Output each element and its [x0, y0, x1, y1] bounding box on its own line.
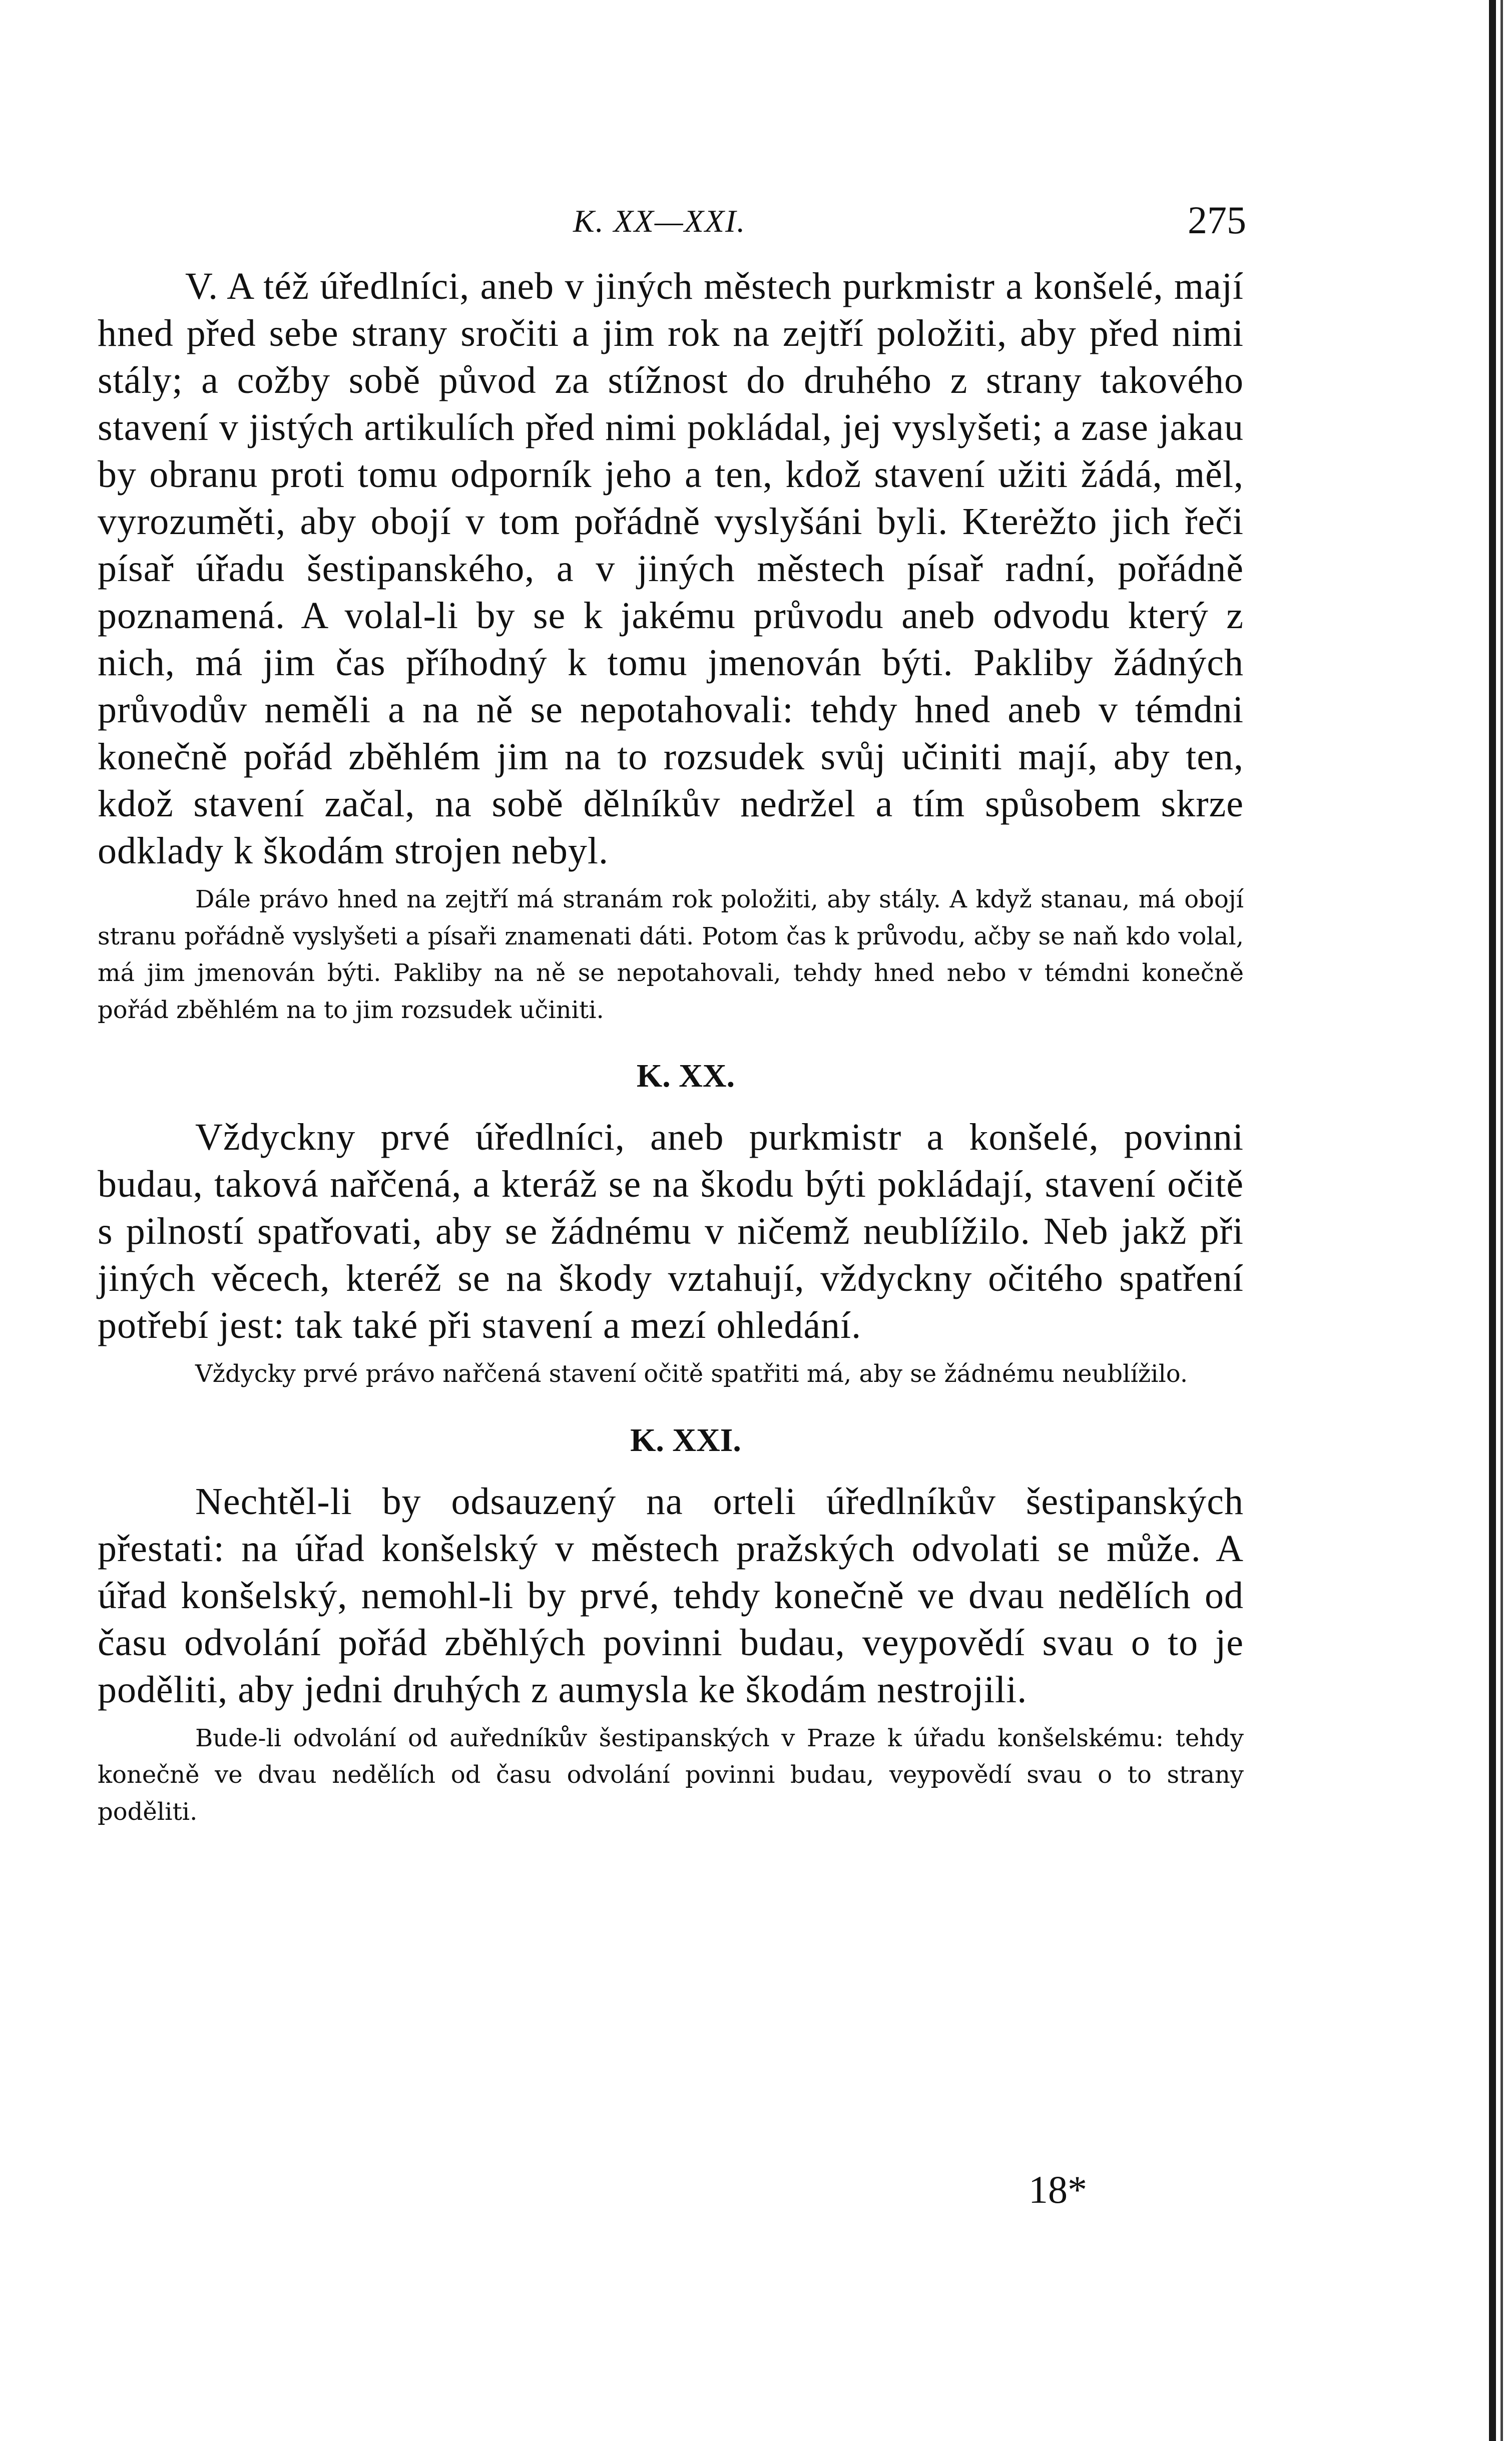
- page-edge-line: [1500, 0, 1503, 2441]
- note-v: Dále právo hned na zejtří má stranám rok položiti, aby stály. A když stanau, má obojí stranu pořádně vyslyšeti a písaři znamenati dáti. Potom čas k průvodu, ačby se naň kdo volal, má jim jmenován býti. Pakliby na ně se nepotahovali, tehdy hned nebo v témdni konečně pořád zběhlém na to jim rozsudek učiniti.: [98, 885, 1244, 1024]
- note-xxi: Bude-li odvolání od auředníkův šestipanských v Praze k úřadu konšelskému: tehdy konečně ve dvau nedělích od času odvolání povinni budau, veypovědí svau o to strany poděliti.: [98, 1724, 1244, 1826]
- paragraph-xxi: Nechtěl-li by odsauzený na orteli úředlníkův šestipanských přestati: na úřad konšelský v městech pražských odvolati se může. A úřad konšelský, nemohl-li by prvé, tehdy konečně ve dvau nedělích od času odvolání pořád zběhlých povinni budau, veypovědí svau o to je poděliti, aby jedni druhých z aumysla ke škodám nestrojili.: [98, 1480, 1244, 1711]
- page-header: [98, 188, 1244, 263]
- chapter-heading-xx: K. XX.: [636, 1058, 735, 1094]
- page-edge-shadow: [1489, 0, 1496, 2441]
- chapter-heading-xxi: K. XXI.: [630, 1421, 741, 1458]
- page-number: 275: [1188, 198, 1246, 242]
- page: [98, 188, 1244, 1830]
- paragraph-xx: Vždyckny prvé úředlníci, aneb purkmistr a konšelé, povinni budau, taková nařčená, a kteráž se na škodu býti pokládají, stavení očitě s pilností spatřovati, aby se žádnému v ničemž neublížilo. Neb jakž při jiných věcech, kteréž se na škody vztahují, vždyckny očitého spatření potřebí jest: tak také při stavení a mezí ohledání.: [98, 1116, 1244, 1346]
- note-xx: Vždycky prvé právo nařčená stavení očitě spatřiti má, aby se žádnému neublížilo.: [195, 1360, 1188, 1388]
- paragraph-v: V. A též úředlníci, aneb v jiných městech purkmistr a konšelé, mají hned před sebe strany sročiti a jim rok na zejtří položiti, aby před nimi stály; a cožby sobě původ za stížnost do druhého z strany takového stavení v jistých artikulích před nimi pokládal, jej vyslyšeti; a zase jakau by obranu proti tomu odporník jeho a ten, kdož stavení užiti žádá, měl, vyrozuměti, aby obojí v tom pořádně vyslyšáni byli. Kterėžto jich řeči písař úřadu šestipanského, a v jiných městech písař radní, pořádně poznamená. A volal-li by se k jakému průvodu aneb odvodu který z nich, má jim čas příhodný k tomu jmenován býti. Pakliby žádných průvodův neměli a na ně se nepotahovali: tehdy hned aneb v témdni konečně pořád zběhlém jim na to rozsudek svůj učiniti mají, aby ten, kdož stavení začal, na sobě dělníkův nedržel a tím spůsobem skrze odklady k škodám strojen nebyl.: [98, 265, 1244, 872]
- printer-signature-mark: 18*: [1029, 2168, 1087, 2211]
- running-head: K. XX—XXI.: [573, 203, 746, 239]
